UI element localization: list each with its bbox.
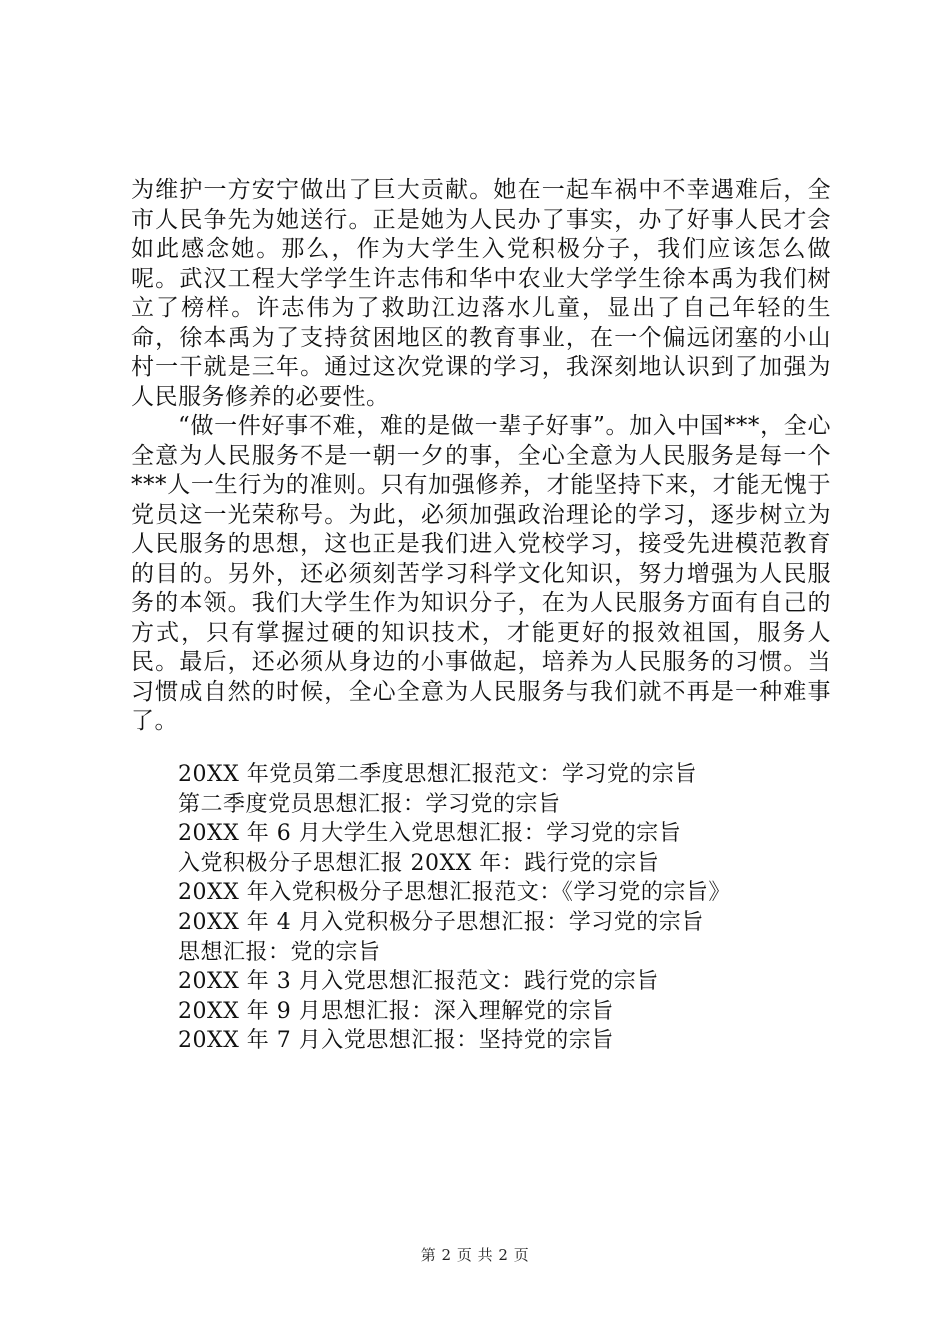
related-link[interactable]: 20XX 年 9 月思想汇报：深入理解党的宗旨 <box>178 998 614 1024</box>
related-link[interactable]: 20XX 年入党积极分子思想汇报范文：《学习党的宗旨》 <box>178 880 731 906</box>
paragraph-2: “做一件好事不难，难的是做一辈子好事”。加入中国***，全心全意为人民服务不是一朝一夕的事，全心全意为人民服务是每一个***人一生行为的准则。只有加强修养，才能坚持下来，才能无愧于党员这一光荣称号。为此，必须加强政治理论的学习，逐步树立为人民服务的思想，这也正是我们进入党校学习，接受先进模范教育的目的。另外，还必须刻苦学习科学文化知识，努力增强为人民服务的本领。我们大学生作为知识分子，在为人民服务方面有自己的方式，只有掌握过硬的知识技术，才能更好的报效祖国，服务人民。最后，还必须从身边的小事做起，培养为人民服务的习惯。当习惯成自然的时候，全心全意为人民服务与我们就不再是一种难事了。 <box>131 413 831 734</box>
related-link[interactable]: 思想汇报：党的宗旨 <box>178 939 381 965</box>
related-link[interactable]: 入党积极分子思想汇报 20XX 年：践行党的宗旨 <box>178 850 660 876</box>
related-link[interactable]: 20XX 年党员第二季度思想汇报范文：学习党的宗旨 <box>178 762 697 787</box>
related-link[interactable]: 第二季度党员思想汇报：学习党的宗旨 <box>178 791 561 817</box>
paragraph-1: 为维护一方安宁做出了巨大贡献。她在一起车祸中不幸遇难后，全市人民争先为她送行。正是她为人民办了事实，办了好事人民才会如此感念她。那么，作为大学生入党积极分子，我们应该怎么做呢。武汉工程大学学生许志伟和华中农业大学学生徐本禹为我们树立了榜样。许志伟为了救助江边落水儿童，显出了自己年轻的生命，徐本禹为了支持贫困地区的教育事业，在一个偏远闭塞的小山村一干就是三年。通过这次党课的学习，我深刻地认识到了加强为人民服务修养的必要性。 <box>131 177 831 410</box>
document-body <box>131 176 831 737</box>
related-link[interactable]: 20XX 年 6 月大学生入党思想汇报：学习党的宗旨 <box>178 821 682 847</box>
related-links-list <box>178 760 818 1056</box>
related-link[interactable]: 20XX 年 7 月入党思想汇报：坚持党的宗旨 <box>178 1028 614 1054</box>
related-link[interactable]: 20XX 年 4 月入党积极分子思想汇报：学习党的宗旨 <box>178 909 704 935</box>
page-footer: 第 2 页 共 2 页 <box>420 1246 530 1264</box>
related-link[interactable]: 20XX 年 3 月入党思想汇报范文：践行党的宗旨 <box>178 969 659 995</box>
